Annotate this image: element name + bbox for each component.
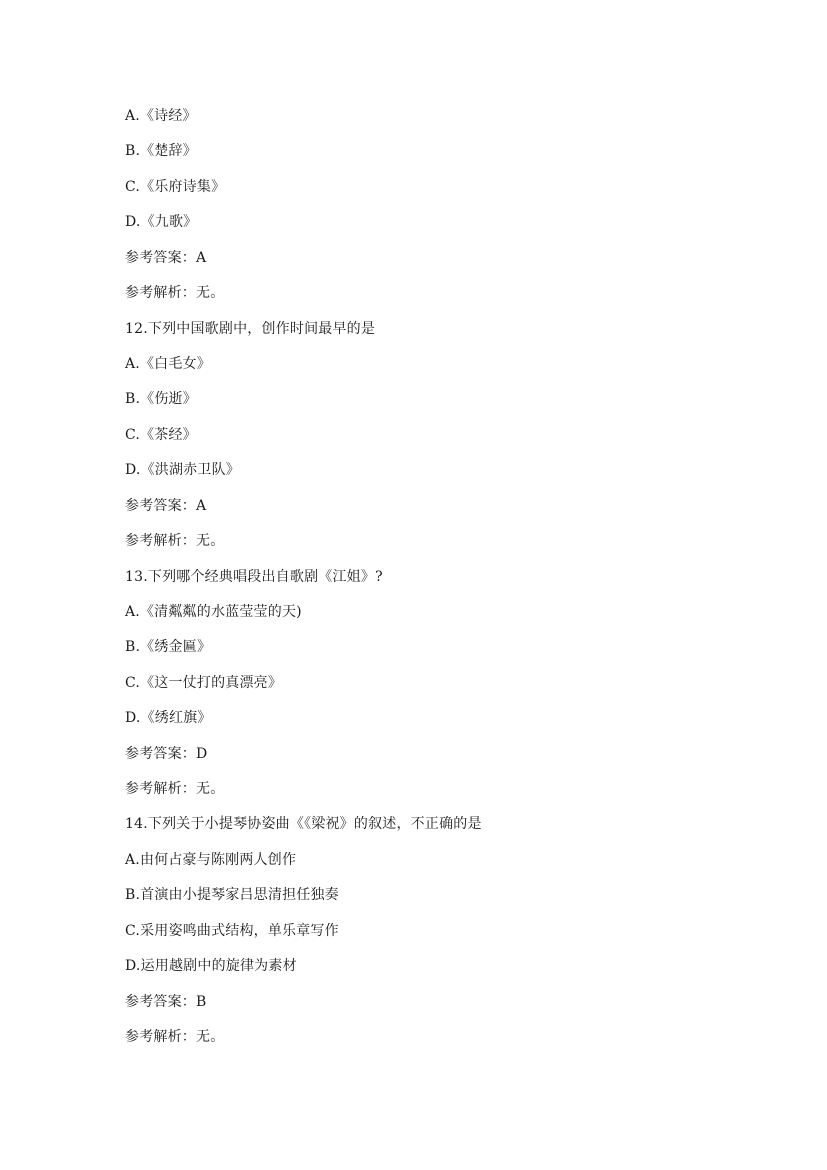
q14-analysis: 参考解析：无。 <box>125 1029 225 1045</box>
q13-analysis: 参考解析：无。 <box>125 781 225 797</box>
q12-option-d: D.《洪湖赤卫队》 <box>125 462 240 478</box>
q12-option-a: A.《白毛女》 <box>125 356 211 372</box>
q11-option-b: B.《楚辞》 <box>125 143 197 159</box>
q13-option-b: B.《绣金匾》 <box>125 639 212 655</box>
q14-option-b: B.首演由小提琴家吕思清担任独奏 <box>125 887 339 903</box>
q14-answer: 参考答案：B <box>125 994 207 1010</box>
q14-option-a: A.由何占豪与陈刚两人创作 <box>125 852 297 868</box>
q14-option-d: D.运用越剧中的旋律为素材 <box>125 958 297 974</box>
q13-option-c: C.《这一仗打的真漂亮》 <box>125 675 283 691</box>
q11-analysis: 参考解析：无。 <box>125 285 225 301</box>
q11-option-d: D.《九歌》 <box>125 214 198 230</box>
q12-analysis: 参考解析：无。 <box>125 533 225 549</box>
q11-option-c: C.《乐府诗集》 <box>125 179 226 195</box>
q13-option-d: D.《绣红旗》 <box>125 710 212 726</box>
q13-stem: 13.下列哪个经典唱段出自歌剧《江姐》? <box>125 569 383 585</box>
q14-option-c: C.采用姿鸣曲式结构，单乐章写作 <box>125 923 339 939</box>
q12-answer: 参考答案：A <box>125 498 207 514</box>
q13-option-a: A.《清粼粼的水蓝莹莹的天) <box>125 604 302 620</box>
q14-stem: 14.下列关于小提琴协姿曲《《梁祝》的叙述，不正确的是 <box>125 816 482 832</box>
q12-option-c: C.《茶经》 <box>125 427 197 443</box>
q12-option-b: B.《伤逝》 <box>125 391 197 407</box>
q11-answer: 参考答案：A <box>125 250 207 266</box>
q11-option-a: A.《诗经》 <box>125 108 197 124</box>
q13-answer: 参考答案：D <box>125 746 208 762</box>
q12-stem: 12.下列中国歌剧中，创作时间最早的是 <box>125 321 376 337</box>
